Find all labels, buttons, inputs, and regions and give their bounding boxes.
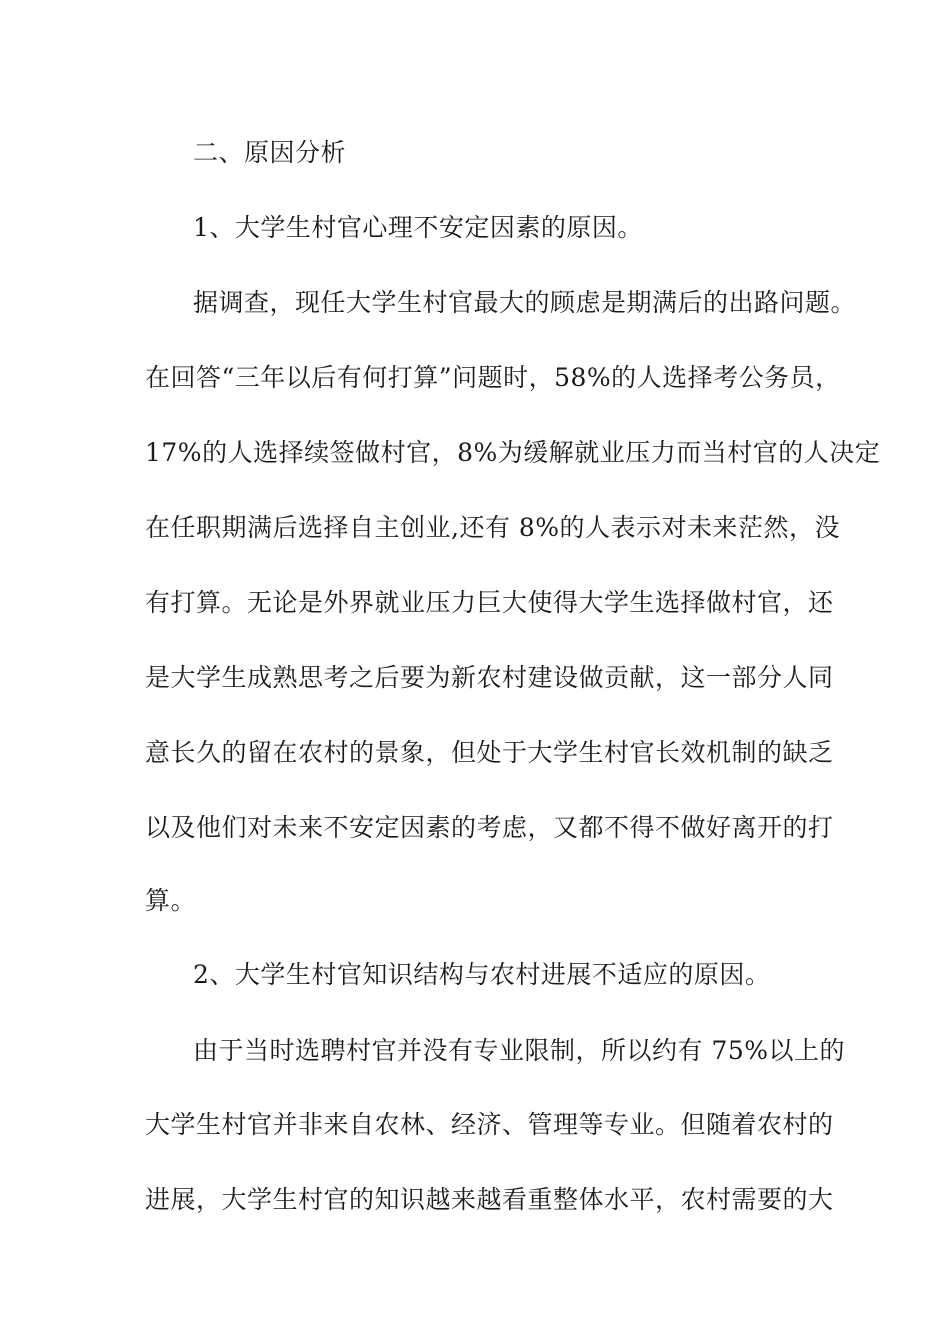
paragraph-1-line-6: 是大学生成熟思考之后要为新农村建设做贡献，这一部分人同 (145, 663, 834, 692)
paragraph-1-line-3: 17%的人选择续签做村官，8%为缓解就业压力而当村官的人决定 (145, 438, 881, 467)
paragraph-2-line-1: 由于当时选聘村官并没有专业限制，所以约有 75%以上的 (193, 1036, 846, 1065)
subsection-heading-1: 1、大学生村官心理不安定因素的原因。 (193, 213, 643, 242)
paragraph-2-line-2: 大学生村官并非来自农林、经济、管理等专业。但随着农村的 (145, 1110, 834, 1139)
subsection-heading-2: 2、大学生村官知识结构与农村进展不适应的原因。 (193, 960, 771, 989)
paragraph-1-line-5: 有打算。无论是外界就业压力巨大使得大学生选择做村官，还 (145, 588, 834, 617)
paragraph-1-line-2: 在回答“三年以后有何打算”问题时，58%的人选择考公务员， (145, 363, 841, 392)
paragraph-1-line-7: 意长久的留在农村的景象，但处于大学生村官长效机制的缺乏 (145, 738, 834, 767)
section-heading: 二、原因分析 (193, 138, 347, 167)
paragraph-1-line-4: 在任职期满后选择自主创业,还有 8%的人表示对未来茫然，没 (145, 513, 841, 542)
paragraph-2-line-3: 进展，大学生村官的知识越来越看重整体水平，农村需要的大 (145, 1185, 834, 1214)
paragraph-1-line-8: 以及他们对未来不安定因素的考虑，又都不得不做好离开的打 (145, 813, 834, 842)
paragraph-1-line-1: 据调查，现任大学生村官最大的顾虑是期满后的出路问题。 (193, 288, 857, 317)
paragraph-1-line-9: 算。 (145, 886, 197, 915)
